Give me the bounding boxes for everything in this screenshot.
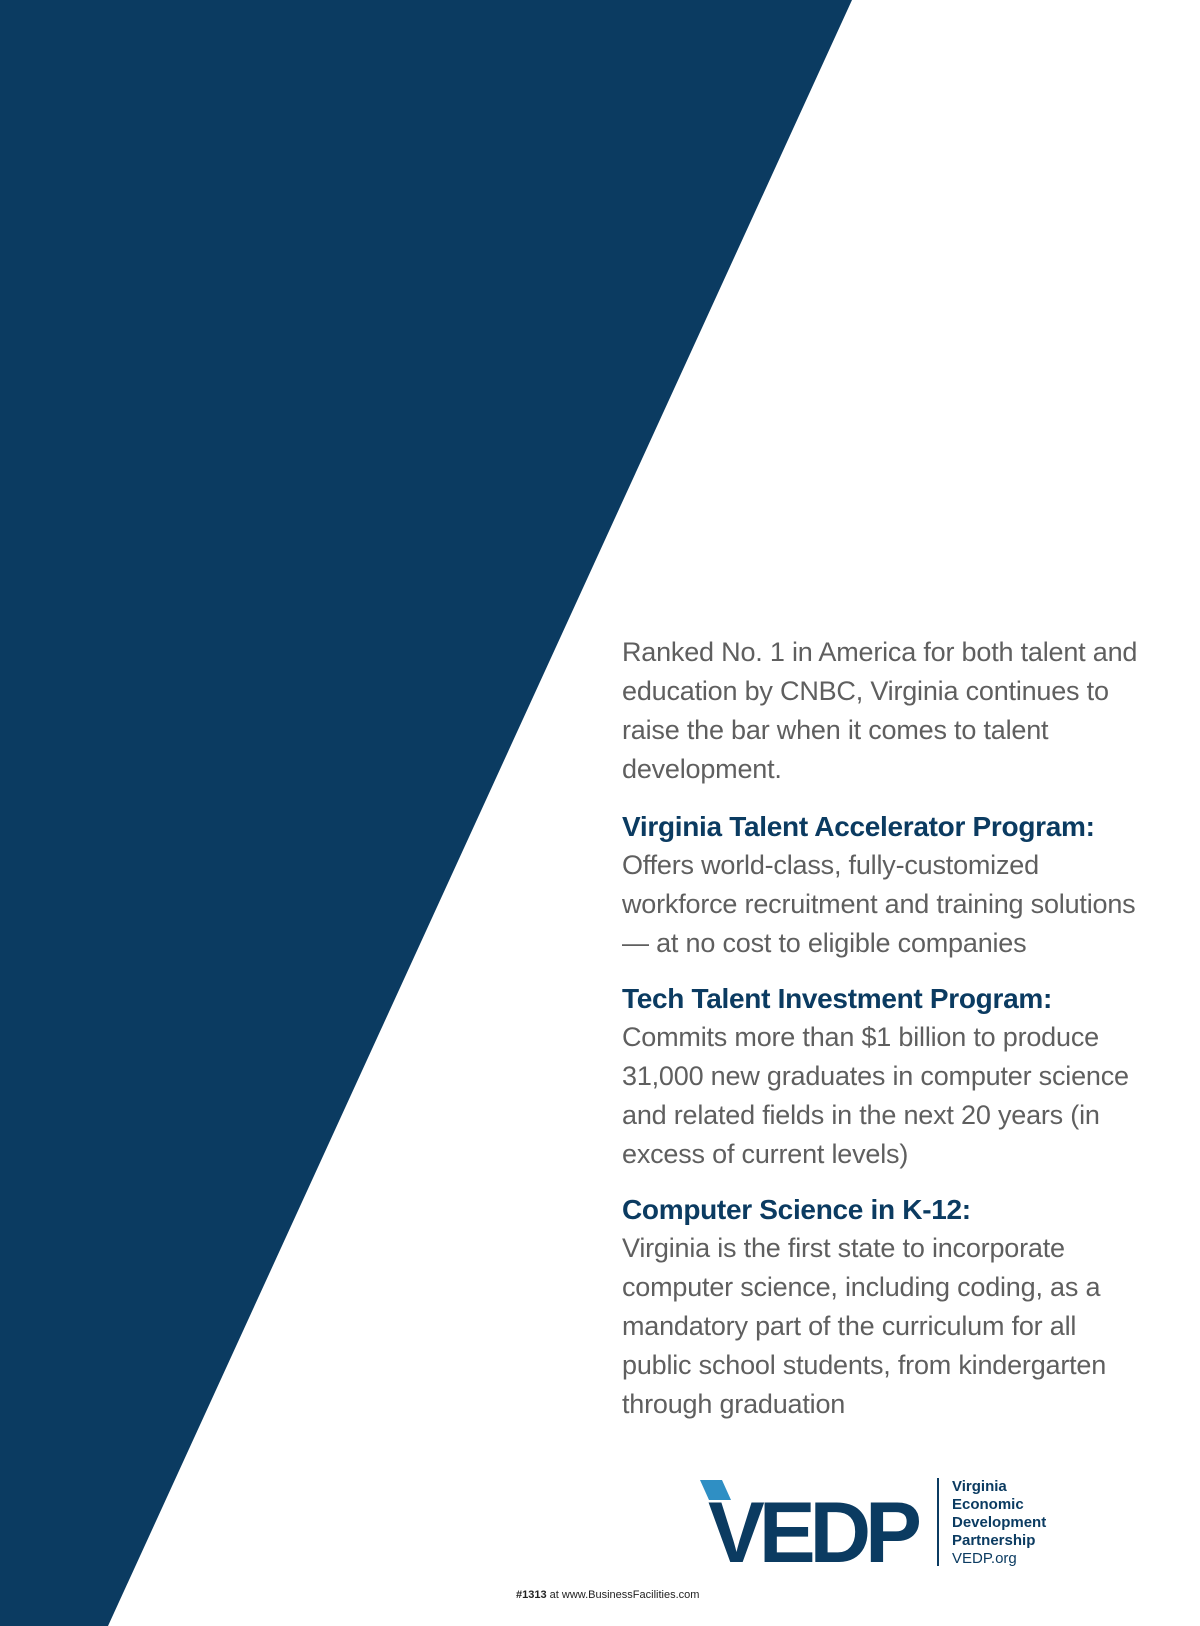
org-line: Partnership [952,1532,1036,1549]
footer-reference [516,1589,699,1601]
intro-paragraph: Ranked No. 1 in America for both talent and education by CNBC, Virginia continues to raise the bar when it comes to talent development. [622,637,1138,784]
org-line: Virginia [952,1478,1007,1495]
program-title: Computer Science in K-12: [622,1194,971,1225]
content-column [622,633,1142,1440]
footer-ref-text: at www.BusinessFacilities.com [546,1589,700,1601]
program-title: Tech Talent Investment Program: [622,983,1052,1014]
program-talent-accelerator [622,807,1142,963]
program-computer-science-k12 [622,1190,1142,1424]
program-text: Offers world-class, fully-customized workforce recruitment and training solutions — at no cost to eligible companies [622,850,1136,958]
program-tech-talent-investment [622,979,1142,1174]
org-line: Economic [952,1496,1024,1513]
footer-ref-number: #1313 [516,1589,547,1601]
vedp-logo [700,1478,920,1570]
program-title: Virginia Talent Accelerator Program: [622,811,1095,842]
program-text: Commits more than $1 billion to produce 31,000 new graduates in computer science and related fields in the next 20 years (in excess of current levels) [622,1022,1129,1169]
logo-divider [937,1478,939,1566]
org-line: Development [952,1514,1047,1531]
vedp-logo-mark: VEDP [708,1485,920,1570]
program-text: Virginia is the first state to incorporate computer science, including coding, as a mandatory part of the curriculum for all public school students, from kindergarten through graduation [622,1233,1107,1419]
org-url[interactable]: VEDP.org [952,1550,1017,1567]
org-name-block [952,1478,1046,1568]
